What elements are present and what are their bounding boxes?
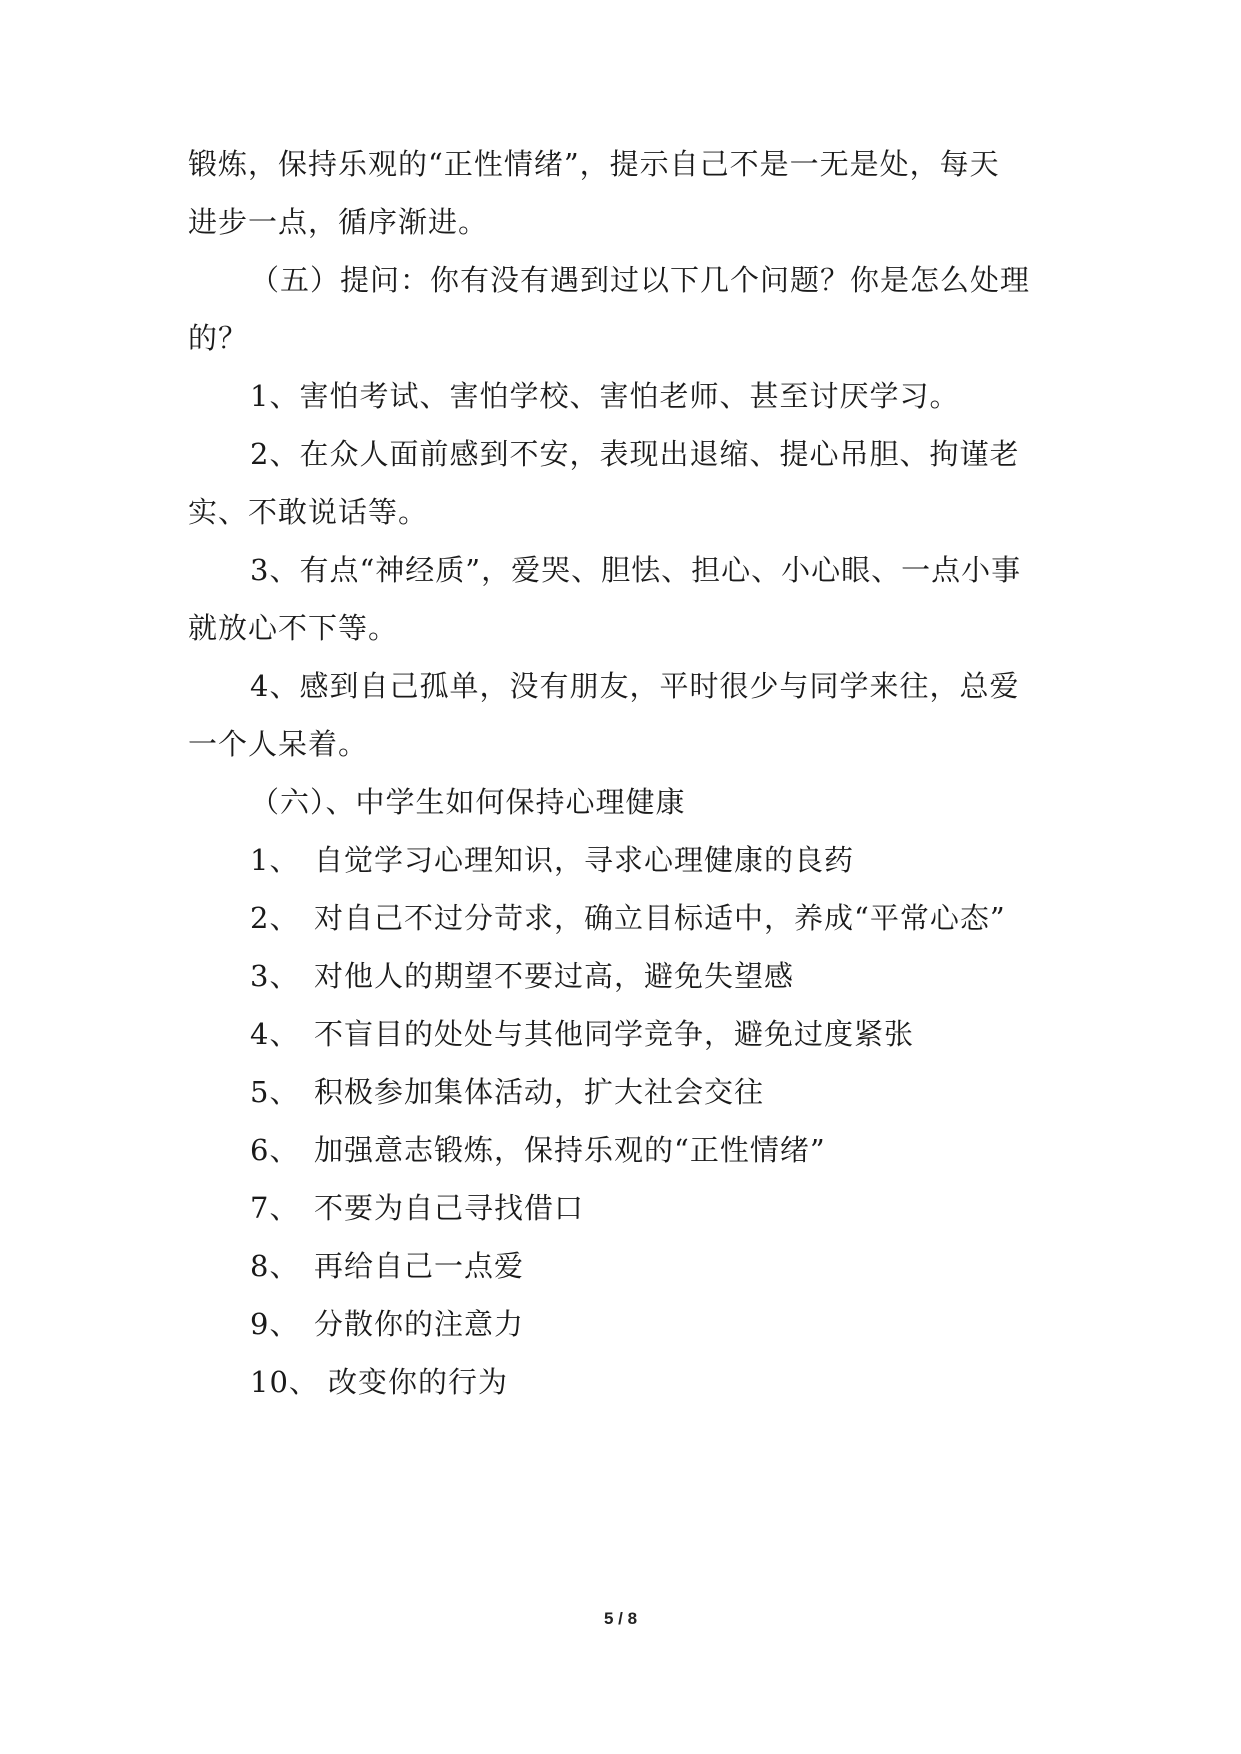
list-item-text: 加强意志锻炼，保持乐观的“正性情绪” xyxy=(314,1133,826,1167)
list-item xyxy=(250,1074,764,1110)
list-item xyxy=(250,1364,508,1400)
question-item-2: 2、在众人面前感到不安，表现出退缩、提心吊胆、拘谨老 xyxy=(250,437,1020,471)
list-item-number: 9、 xyxy=(250,1307,300,1341)
section-heading: （六）、中学生如何保持心理健康 xyxy=(250,785,686,819)
list-item-number: 6、 xyxy=(250,1133,300,1167)
list-item-text: 分散你的注意力 xyxy=(314,1307,525,1341)
list-item xyxy=(250,958,794,994)
list-item xyxy=(250,1248,524,1284)
list-item-text: 改变你的行为 xyxy=(328,1365,509,1399)
list-item-number: 10、 xyxy=(250,1365,319,1399)
list-item xyxy=(250,1132,826,1168)
list-item xyxy=(250,1306,524,1342)
list-item-number: 3、 xyxy=(250,959,300,993)
list-item-number: 7、 xyxy=(250,1191,300,1225)
question-intro-line: （五）提问：你有没有遇到过以下几个问题？你是怎么处理 xyxy=(250,263,1031,297)
list-item-text: 积极参加集体活动，扩大社会交往 xyxy=(314,1075,765,1109)
page-number: 5 / 8 xyxy=(603,1609,638,1628)
list-item-number: 1、 xyxy=(250,843,300,877)
list-item-text: 对他人的期望不要过高，避免失望感 xyxy=(314,959,795,993)
question-item-4: 4、感到自己孤单，没有朋友，平时很少与同学来往，总爱 xyxy=(250,669,1020,703)
question-item-3-continued: 就放心不下等。 xyxy=(188,611,399,645)
list-item-number: 4、 xyxy=(250,1017,300,1051)
list-item-text: 对自己不过分苛求，确立目标适中，养成“平常心态” xyxy=(314,901,1006,935)
list-item xyxy=(250,1016,914,1052)
list-item-text: 不盲目的处处与其他同学竞争，避免过度紧张 xyxy=(314,1017,915,1051)
question-intro-line: 的？ xyxy=(188,321,249,355)
list-item-number: 5、 xyxy=(250,1075,300,1109)
list-item xyxy=(250,842,854,878)
list-item-text: 不要为自己寻找借口 xyxy=(314,1191,585,1225)
question-item-2-continued: 实、不敢说话等。 xyxy=(188,495,429,529)
list-item-text: 自觉学习心理知识，寻求心理健康的良药 xyxy=(314,843,855,877)
list-item xyxy=(250,1190,584,1226)
question-item-3: 3、有点“神经质”，爱哭、胆怯、担心、小心眼、一点小事 xyxy=(250,553,1022,587)
paragraph-line: 锻炼，保持乐观的“正性情绪”，提示自己不是一无是处，每天 xyxy=(188,147,1000,181)
question-item-1: 1、害怕考试、害怕学校、害怕老师、甚至讨厌学习。 xyxy=(250,379,960,413)
list-item xyxy=(250,900,1006,936)
list-item-number: 8、 xyxy=(250,1249,300,1283)
question-item-4-continued: 一个人呆着。 xyxy=(188,727,369,761)
list-item-number: 2、 xyxy=(250,901,300,935)
list-item-text: 再给自己一点爱 xyxy=(314,1249,525,1283)
paragraph-line: 进步一点，循序渐进。 xyxy=(188,205,489,239)
